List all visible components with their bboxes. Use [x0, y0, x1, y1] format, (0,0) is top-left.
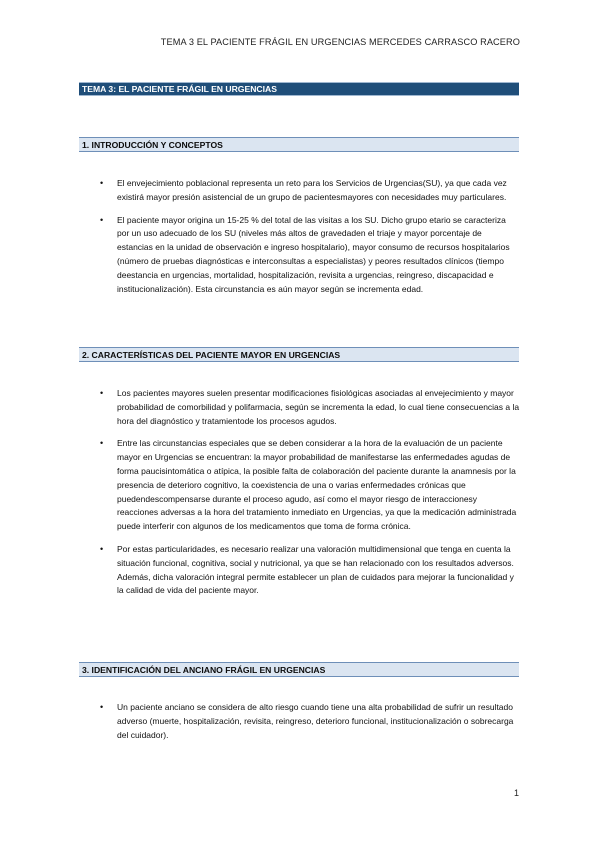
bullet-icon: •: [100, 543, 104, 554]
list-item: [100, 437, 520, 534]
bullet-icon: •: [100, 702, 104, 712]
bullet-icon: •: [100, 388, 104, 398]
section-heading-introduccion: 1. INTRODUCCIÓN Y CONCEPTOS: [79, 137, 519, 152]
list-item-text: Los pacientes mayores suelen presentar modificaciones fisiológicas asociadas al envejecimiento y mayor probabilidad de comorbilidad y polifarmacia, según se incrementa la edad, lo cual tiene consecuencias a la hora del diagnóstico y tratamientode los procesos agudos.: [117, 388, 520, 426]
document-title-banner: TEMA 3: EL PACIENTE FRÁGIL EN URGENCIAS: [79, 82, 519, 96]
section-heading-identificacion: 3. IDENTIFICACIÓN DEL ANCIANO FRÁGIL EN URGENCIAS: [79, 662, 519, 677]
list-item-text: El paciente mayor origina un 15-25 % del total de las visitas a los SU. Dicho grupo etario se caracteriza por un uso adecuado de los SU (niveles más altos de gravedaden el triaje y mayor porcentaje de estancias en la unidad de observación e ingreso hospitalario), mayor consumo de recursos hospitalarios (número de pruebas diagnósticas e interconsultas a especialistas) y peores resultados clínicos (tiempo deestancia en urgencias, mortalidad, hospitalización, revisita a urgencias, reingreso, discapacidad e institucionalización). Esta circunstancia es aún mayor según se incrementa edad.: [117, 214, 510, 294]
list-item-text: Un paciente anciano se considera de alto riesgo cuando tiene una alta probabilidad de sufrir un resultado adverso (muerte, hospitalización, revisita, reingreso, deterioro funcional, institucionalización o sobrecarga del cuidador).: [117, 702, 514, 740]
list-item: [100, 387, 520, 428]
list-item: [100, 543, 520, 598]
list-item-text: Entre las circunstancias especiales que se deben considerar a la hora de la evaluación de un paciente mayor en Urgencias se encuentran: la mayor probabilidad de manifestarse las enfermedades agudas de forma paucisintomática o atípica, la posible falta de colaboración del paciente durante la anamnesis por la presencia de deterioro cognitivo, la coexistencia de una o varias enfermedades crónicas que puedendescompensarse durante el proceso agudo, así como el mayor riesgo de interaccionesy reacciones adversas a la hora del tratamiento inmediato en Urgencias, ya que la medicación administrada puede interferir con algunos de los medicamentos que toma de forma crónica.: [117, 438, 517, 532]
bullet-list-caracteristicas: [100, 387, 520, 607]
page-number: 1: [514, 788, 520, 798]
list-item: [100, 214, 520, 297]
bullet-icon: •: [100, 214, 104, 225]
list-item: [100, 177, 520, 205]
bullet-list-introduccion: [100, 177, 520, 305]
list-item-text: El envejecimiento poblacional representa un reto para los Servicios de Urgencias(SU), ya que cada vez existirá mayor presión asistencial de un grupo de pacientesmayores con necesidades muy particulares.: [117, 178, 507, 202]
running-header: TEMA 3 EL PACIENTE FRÁGIL EN URGENCIAS MERCEDES CARRASCO RACERO: [160, 37, 520, 47]
bullet-icon: •: [100, 178, 104, 188]
bullet-icon: •: [100, 438, 104, 449]
section-heading-caracteristicas: 2. CARACTERÍSTICAS DEL PACIENTE MAYOR EN URGENCIAS: [79, 347, 519, 362]
list-item: [100, 701, 520, 742]
bullet-list-identificacion: [100, 701, 520, 751]
list-item-text: Por estas particularidades, es necesario realizar una valoración multidimensional que tenga en cuenta la situación funcional, cognitiva, social y nutricional, ya que se han relacionado con los resultados adversos. Además, dicha valoración integral permite establecer un plan de cuidados para mejorar la funcionalidad y la calidad de vida del paciente mayor.: [117, 543, 514, 596]
